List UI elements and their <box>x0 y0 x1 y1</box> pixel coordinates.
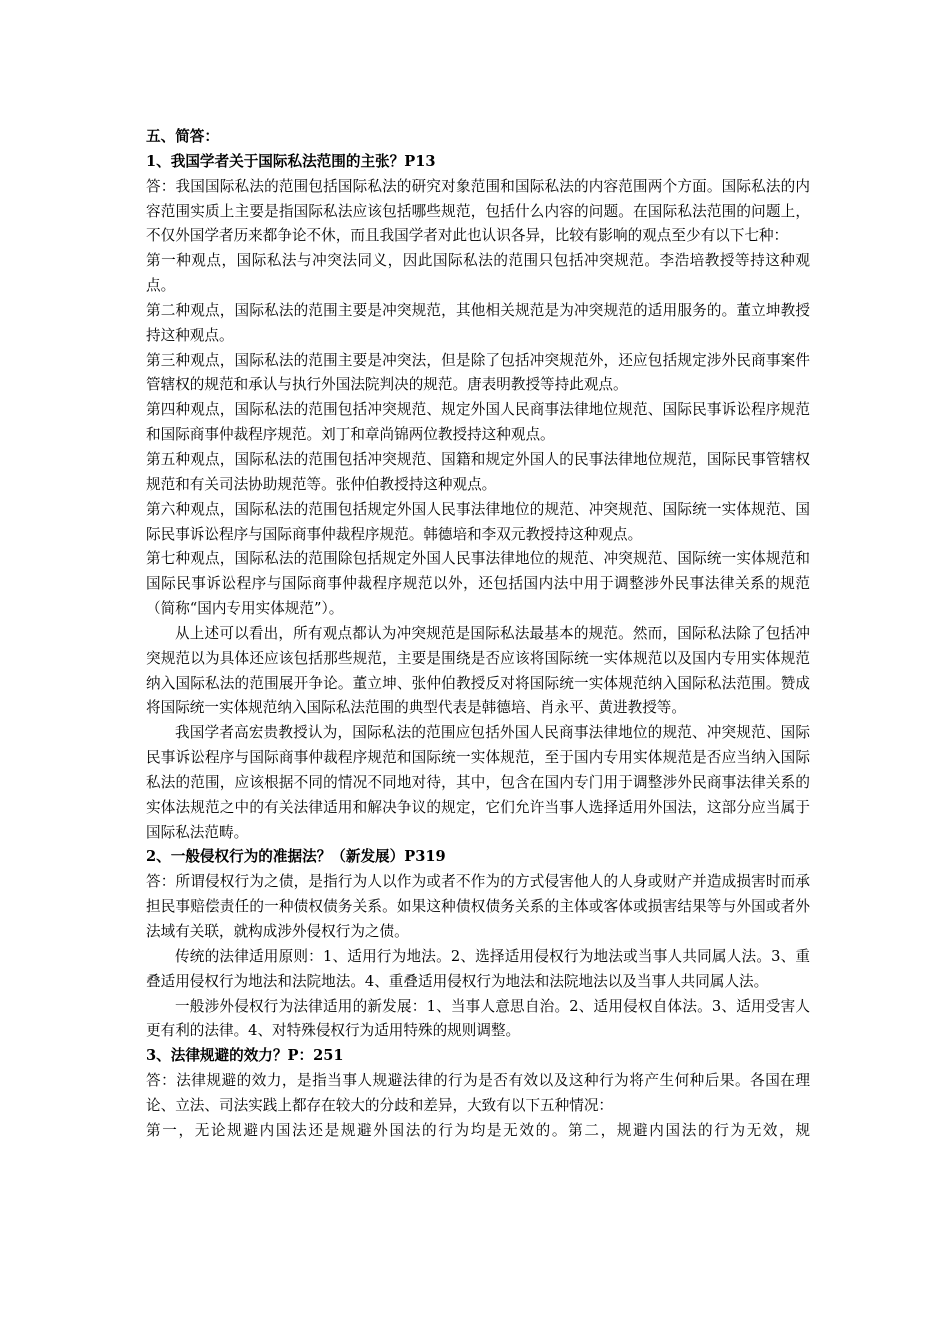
question-1-title: 1、我国学者关于国际私法范围的主张？P13 <box>146 152 436 170</box>
question-1-view-2: 第二种观点，国际私法的范围主要是冲突规范，其他相关规范是为冲突规范的适用服务的。董立坤教授持这种观点。 <box>146 301 810 344</box>
question-3-title: 3、法律规避的效力？P：251 <box>146 1047 344 1065</box>
document-page <box>146 125 810 1144</box>
question-1-view-5: 第五种观点，国际私法的范围包括冲突规范、国籍和规定外国人的民事法律地位规范，国际民事管辖权规范和有关司法协助规范等。张仲伯教授持这种观点。 <box>146 450 810 493</box>
question-1-view-3: 第三种观点，国际私法的范围主要是冲突法，但是除了包括冲突规范外，还应包括规定涉外民商事案件管辖权的规范和承认与执行外国法院判决的规范。唐表明教授等持此观点。 <box>146 351 810 394</box>
question-1-view-4: 第四种观点，国际私法的范围包括冲突规范、规定外国人民商事法律地位规范、国际民事诉讼程序规范和国际商事仲裁程序规范。刘丁和章尚锦两位教授持这种观点。 <box>146 401 810 444</box>
question-1-view-6: 第六种观点，国际私法的范围包括规定外国人民事法律地位的规范、冲突规范、国际统一实体规范、国际民事诉讼程序与国际商事仲裁程序规范。韩德培和李双元教授持这种观点。 <box>146 500 810 543</box>
question-2-answer: 答：所谓侵权行为之债，是指行为人以作为或者不作为的方式侵害他人的人身或财产并造成损害时而承担民事赔偿责任的一种债权债务关系。如果这种债权债务关系的主体或客体或损害结果等与外国或者外法域有关联，就构成涉外侵权行为之债。 <box>146 873 810 940</box>
question-3-answer: 答：法律规避的效力，是指当事人规避法律的行为是否有效以及这种行为将产生何种后果。各国在理论、立法、司法实践上都存在较大的分歧和差异，大致有以下五种情况： <box>146 1072 810 1114</box>
question-1-view-7: 第七种观点，国际私法的范围除包括规定外国人民事法律地位的规范、冲突规范、国际统一实体规范和国际民事诉讼程序与国际商事仲裁程序规范以外，还包括国内法中用于调整涉外民事法律关系的规范（简称“国内专用实体规范”）。 <box>146 550 810 618</box>
question-1-summary: 从上述可以看出，所有观点都认为冲突规范是国际私法最基本的规范。然而，国际私法除了包括冲突规范以为具体还应该包括那些规范，主要是围绕是否应该将国际统一实体规范以及国内专用实体规范纳入国际私法的范围展开争论。董立坤、张仲伯教授反对将国际统一实体规范纳入国际私法范围。赞成将国际统一实体规范纳入国际私法范围的典型代表是韩德培、肖永平、黄进教授等。 <box>146 624 810 717</box>
question-1-answer-intro: 答：我国国际私法的范围包括国际私法的研究对象范围和国际私法的内容范围两个方面。国际私法的内容范围实质上主要是指国际私法应该包括哪些规范，包括什么内容的问题。在国际私法范围的问题上，不仅外国学者历来都争论不休，而且我国学者对此也认识各异，比较有影响的观点至少有以下七种： <box>146 177 810 245</box>
question-2-title: 2、一般侵权行为的准据法？（新发展）P319 <box>146 848 446 866</box>
question-1-conclusion: 我国学者高宏贵教授认为，国际私法的范围应包括外国人民商事法律地位的规范、冲突规范、国际民事诉讼程序与国际商事仲裁程序规范和国际统一实体规范，至于国内专用实体规范是否应当纳入国际私法的范围，应该根据不同的情况不同地对待，其中，包含在国内专门用于调整涉外民商事法律关系的实体法规范之中的有关法律适用和解决争议的规定，它们允许当事人选择适用外国法，这部分应当属于国际私法范畴。 <box>146 724 810 841</box>
question-2-new-developments: 一般涉外侵权行为法律适用的新发展：1、当事人意思自治。2、适用侵权自体法。3、适用受害人更有利的法律。4、对特殊侵权行为适用特殊的规则调整。 <box>146 997 810 1040</box>
question-1-view-1: 第一种观点，国际私法与冲突法同义，因此国际私法的范围只包括冲突规范。李浩培教授等持这种观点。 <box>146 252 810 295</box>
question-2-traditional-principles: 传统的法律适用原则：1、适用行为地法。2、选择适用侵权行为地法或当事人共同属人法。3、重叠适用侵权行为地法和法院地法。4、重叠适用侵权行为地法和法院地法以及当事人共同属人法。 <box>146 947 810 990</box>
question-3-cases: 第一，无论规避内国法还是规避外国法的行为均是无效的。第二，规避内国法的行为无效，规 <box>146 1121 810 1139</box>
section-heading: 五、简答： <box>146 128 219 145</box>
